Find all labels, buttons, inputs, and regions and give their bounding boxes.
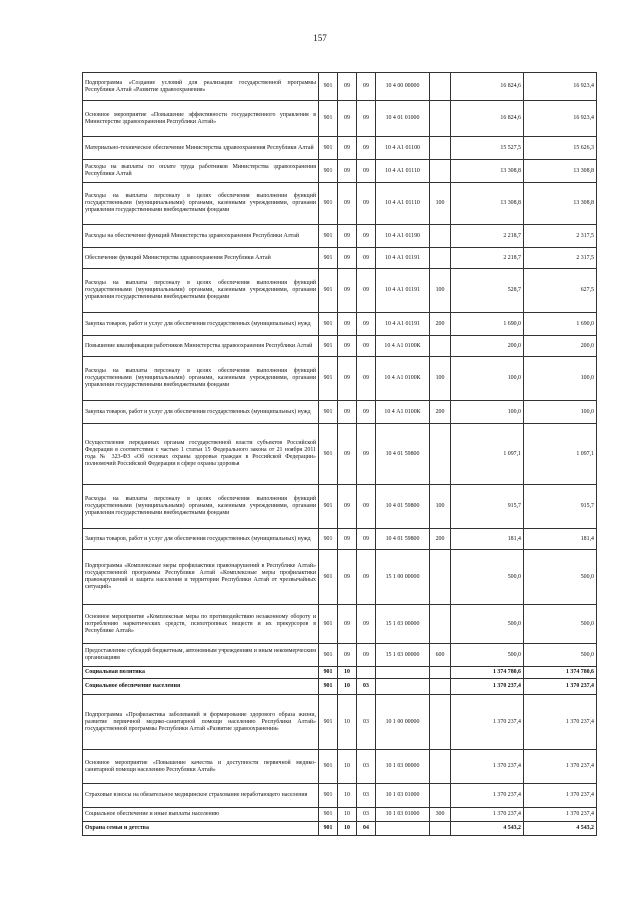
admin-code-cell: 901 <box>319 401 338 424</box>
amount-year2-cell: 4 543,2 <box>524 822 597 836</box>
expense-type-cell <box>430 424 451 485</box>
target-article-cell: 10 4 00 00000 <box>376 73 430 101</box>
amount-year2-cell: 100,0 <box>524 401 597 424</box>
target-article-cell: 10 4 А1 01100 <box>376 137 430 160</box>
target-article-cell: 10 4 01 01000 <box>376 101 430 137</box>
amount-year2-cell: 915,7 <box>524 485 597 529</box>
table-row <box>83 73 597 101</box>
budget-table <box>82 72 597 836</box>
expense-type-cell <box>430 225 451 248</box>
admin-code-cell: 901 <box>319 313 338 336</box>
amount-year2-cell: 181,4 <box>524 529 597 550</box>
row-name-cell: Основное мероприятие «Повышение эффективности государственного управления в Министерстве здравоохранения Республики Алтай» <box>83 101 319 137</box>
expense-type-cell <box>430 667 451 679</box>
section-code-cell: 09 <box>338 73 357 101</box>
section-code-cell: 09 <box>338 313 357 336</box>
amount-year1-cell: 915,7 <box>451 485 524 529</box>
amount-year1-cell: 16 824,6 <box>451 101 524 137</box>
table-row <box>83 605 597 644</box>
subsection-code-cell: 09 <box>357 357 376 401</box>
amount-year1-cell: 200,0 <box>451 336 524 357</box>
section-code-cell: 09 <box>338 248 357 269</box>
subsection-code-cell: 09 <box>357 336 376 357</box>
page-number: 157 <box>313 33 327 43</box>
amount-year1-cell: 2 218,7 <box>451 248 524 269</box>
admin-code-cell: 901 <box>319 336 338 357</box>
section-code-cell: 09 <box>338 225 357 248</box>
admin-code-cell: 901 <box>319 269 338 313</box>
target-article-cell: 10 4 01 59800 <box>376 485 430 529</box>
section-code-cell: 09 <box>338 401 357 424</box>
table-row <box>83 679 597 695</box>
expense-type-cell <box>430 137 451 160</box>
table-row <box>83 269 597 313</box>
admin-code-cell: 901 <box>319 248 338 269</box>
target-article-cell: 10 1 00 00000 <box>376 695 430 750</box>
amount-year1-cell: 13 308,8 <box>451 160 524 183</box>
table-row <box>83 401 597 424</box>
section-code-cell: 10 <box>338 695 357 750</box>
row-name-cell: Социальное обеспечение населения <box>83 679 319 695</box>
admin-code-cell: 901 <box>319 808 338 822</box>
amount-year2-cell: 500,0 <box>524 644 597 667</box>
expense-type-cell <box>430 679 451 695</box>
expense-type-cell <box>430 695 451 750</box>
admin-code-cell: 901 <box>319 101 338 137</box>
table-row <box>83 160 597 183</box>
amount-year1-cell: 1 370 237,4 <box>451 808 524 822</box>
expense-type-cell: 300 <box>430 808 451 822</box>
row-name-cell: Социальная политика <box>83 667 319 679</box>
amount-year1-cell: 500,0 <box>451 605 524 644</box>
amount-year2-cell: 500,0 <box>524 605 597 644</box>
expense-type-cell <box>430 101 451 137</box>
amount-year2-cell: 2 317,5 <box>524 248 597 269</box>
expense-type-cell: 100 <box>430 485 451 529</box>
amount-year1-cell: 1 690,0 <box>451 313 524 336</box>
row-name-cell: Повышение квалификации работников Министерства здравоохранения Республики Алтай <box>83 336 319 357</box>
target-article-cell: 10 4 А1 01191 <box>376 248 430 269</box>
subsection-code-cell: 09 <box>357 550 376 605</box>
amount-year1-cell: 500,0 <box>451 644 524 667</box>
table-row <box>83 750 597 784</box>
admin-code-cell: 901 <box>319 357 338 401</box>
table-row <box>83 695 597 750</box>
table-row <box>83 336 597 357</box>
table-row <box>83 644 597 667</box>
admin-code-cell: 901 <box>319 137 338 160</box>
subsection-code-cell: 09 <box>357 605 376 644</box>
table-row <box>83 248 597 269</box>
amount-year1-cell: 181,4 <box>451 529 524 550</box>
row-name-cell: Расходы на обеспечение функций Министерства здравоохранения Республики Алтай <box>83 225 319 248</box>
subsection-code-cell: 09 <box>357 644 376 667</box>
amount-year2-cell: 1 097,1 <box>524 424 597 485</box>
subsection-code-cell: 09 <box>357 160 376 183</box>
section-code-cell: 09 <box>338 336 357 357</box>
table-row <box>83 424 597 485</box>
section-code-cell: 09 <box>338 101 357 137</box>
expense-type-cell <box>430 550 451 605</box>
section-code-cell: 09 <box>338 424 357 485</box>
admin-code-cell: 901 <box>319 160 338 183</box>
amount-year1-cell: 1 374 780,6 <box>451 667 524 679</box>
row-name-cell: Расходы на выплаты персоналу в целях обеспечения выполнения функций государственными (муниципальными) органами, казенными учреждениями, органами управления государственными внебюджетными фондами <box>83 357 319 401</box>
target-article-cell <box>376 667 430 679</box>
amount-year2-cell: 16 923,4 <box>524 101 597 137</box>
table-row <box>83 784 597 808</box>
target-article-cell: 10 4 А1 0100К <box>376 357 430 401</box>
row-name-cell: Закупка товаров, работ и услуг для обеспечения государственных (муниципальных) нужд <box>83 313 319 336</box>
subsection-code-cell: 03 <box>357 679 376 695</box>
admin-code-cell: 901 <box>319 424 338 485</box>
expense-type-cell: 200 <box>430 401 451 424</box>
subsection-code-cell: 03 <box>357 808 376 822</box>
table-row <box>83 225 597 248</box>
table-row <box>83 550 597 605</box>
admin-code-cell: 901 <box>319 225 338 248</box>
expense-type-cell <box>430 784 451 808</box>
amount-year1-cell: 500,0 <box>451 550 524 605</box>
table-row <box>83 313 597 336</box>
section-code-cell: 10 <box>338 750 357 784</box>
target-article-cell <box>376 679 430 695</box>
row-name-cell: Основное мероприятие «Повышение качества и доступности первичной медико-санитарной помощи населению Республики Алтай» <box>83 750 319 784</box>
row-name-cell: Основное мероприятие «Комплексные меры по противодействию незаконному обороту и потреблению наркотических средств, психотропных веществ и их прекурсоров в Республике Алтай» <box>83 605 319 644</box>
amount-year1-cell: 4 543,2 <box>451 822 524 836</box>
amount-year2-cell: 16 923,4 <box>524 73 597 101</box>
expense-type-cell <box>430 160 451 183</box>
amount-year1-cell: 1 370 237,4 <box>451 784 524 808</box>
admin-code-cell: 901 <box>319 667 338 679</box>
subsection-code-cell: 04 <box>357 822 376 836</box>
amount-year2-cell: 2 317,5 <box>524 225 597 248</box>
expense-type-cell: 100 <box>430 183 451 225</box>
admin-code-cell: 901 <box>319 183 338 225</box>
section-code-cell: 09 <box>338 269 357 313</box>
admin-code-cell: 901 <box>319 750 338 784</box>
table-row <box>83 357 597 401</box>
section-code-cell: 10 <box>338 784 357 808</box>
subsection-code-cell: 09 <box>357 313 376 336</box>
subsection-code-cell <box>357 667 376 679</box>
amount-year2-cell: 15 626,3 <box>524 137 597 160</box>
table-row <box>83 808 597 822</box>
subsection-code-cell: 03 <box>357 695 376 750</box>
subsection-code-cell: 09 <box>357 225 376 248</box>
amount-year1-cell: 1 097,1 <box>451 424 524 485</box>
amount-year1-cell: 528,7 <box>451 269 524 313</box>
amount-year1-cell: 13 308,8 <box>451 183 524 225</box>
row-name-cell: Осуществление переданных органам государственной власти субъектов Российской Федерации в соответствии с частью 1 статьи 15 Федерального закона от 21 ноября 2011 года № 323-ФЗ «Об основах охраны здоровья граждан в Российской Федерации» полномочий Российской Федерации в сфере охраны здоровья <box>83 424 319 485</box>
section-code-cell: 10 <box>338 667 357 679</box>
amount-year2-cell: 1 370 237,4 <box>524 808 597 822</box>
expense-type-cell: 200 <box>430 529 451 550</box>
row-name-cell: Охрана семьи и детства <box>83 822 319 836</box>
target-article-cell: 10 4 А1 0100К <box>376 401 430 424</box>
amount-year2-cell: 1 370 237,4 <box>524 750 597 784</box>
target-article-cell: 10 4 А1 01190 <box>376 225 430 248</box>
row-name-cell: Обеспечение функций Министерства здравоохранения Республики Алтай <box>83 248 319 269</box>
row-name-cell: Расходы на выплаты по оплате труда работников Министерства здравоохранения Республики Алтай <box>83 160 319 183</box>
amount-year1-cell: 1 370 237,4 <box>451 679 524 695</box>
subsection-code-cell: 09 <box>357 529 376 550</box>
target-article-cell: 10 4 А1 01110 <box>376 160 430 183</box>
amount-year1-cell: 2 218,7 <box>451 225 524 248</box>
row-name-cell: Страховые взносы на обязательное медицинское страхование неработающего населения <box>83 784 319 808</box>
expense-type-cell: 600 <box>430 644 451 667</box>
target-article-cell: 15 1 00 00000 <box>376 550 430 605</box>
admin-code-cell: 901 <box>319 73 338 101</box>
target-article-cell: 10 1 03 01000 <box>376 808 430 822</box>
subsection-code-cell: 03 <box>357 750 376 784</box>
amount-year2-cell: 627,5 <box>524 269 597 313</box>
amount-year1-cell: 15 527,5 <box>451 137 524 160</box>
amount-year1-cell: 100,0 <box>451 357 524 401</box>
section-code-cell: 09 <box>338 529 357 550</box>
admin-code-cell: 901 <box>319 784 338 808</box>
admin-code-cell: 901 <box>319 679 338 695</box>
admin-code-cell: 901 <box>319 822 338 836</box>
section-code-cell: 10 <box>338 808 357 822</box>
subsection-code-cell: 09 <box>357 73 376 101</box>
target-article-cell: 10 4 А1 01110 <box>376 183 430 225</box>
target-article-cell: 10 4 01 59800 <box>376 529 430 550</box>
row-name-cell: Социальное обеспечение и иные выплаты населению <box>83 808 319 822</box>
subsection-code-cell: 09 <box>357 101 376 137</box>
section-code-cell: 09 <box>338 357 357 401</box>
row-name-cell: Расходы на выплаты персоналу в целях обеспечения выполнения функций государственными (муниципальными) органами, казенными учреждениями, органами управления государственными внебюджетными фондами <box>83 269 319 313</box>
subsection-code-cell: 09 <box>357 401 376 424</box>
row-name-cell: Закупка товаров, работ и услуг для обеспечения государственных (муниципальных) нужд <box>83 529 319 550</box>
row-name-cell: Подпрограмма «Комплексные меры профилактики правонарушений в Республике Алтай» государственной программы Республики Алтай «Комплексные меры профилактики правонарушений и защита населения и территории Республики Алтай от чрезвычайных ситуаций» <box>83 550 319 605</box>
target-article-cell: 10 1 03 01000 <box>376 784 430 808</box>
amount-year1-cell: 1 370 237,4 <box>451 695 524 750</box>
target-article-cell: 15 1 03 00000 <box>376 605 430 644</box>
subsection-code-cell: 09 <box>357 485 376 529</box>
table-row <box>83 183 597 225</box>
amount-year2-cell: 200,0 <box>524 336 597 357</box>
table-row <box>83 101 597 137</box>
section-code-cell: 09 <box>338 160 357 183</box>
target-article-cell: 10 1 03 00000 <box>376 750 430 784</box>
row-name-cell: Закупка товаров, работ и услуг для обеспечения государственных (муниципальных) нужд <box>83 401 319 424</box>
amount-year2-cell: 13 308,8 <box>524 160 597 183</box>
target-article-cell: 10 4 01 59800 <box>376 424 430 485</box>
table-row <box>83 137 597 160</box>
section-code-cell: 09 <box>338 644 357 667</box>
target-article-cell: 15 1 03 00000 <box>376 644 430 667</box>
expense-type-cell: 100 <box>430 357 451 401</box>
expense-type-cell <box>430 750 451 784</box>
admin-code-cell: 901 <box>319 605 338 644</box>
amount-year1-cell: 100,0 <box>451 401 524 424</box>
amount-year2-cell: 1 370 237,4 <box>524 679 597 695</box>
target-article-cell <box>376 822 430 836</box>
target-article-cell: 10 4 А1 01191 <box>376 313 430 336</box>
section-code-cell: 09 <box>338 137 357 160</box>
amount-year1-cell: 16 824,6 <box>451 73 524 101</box>
subsection-code-cell: 09 <box>357 248 376 269</box>
expense-type-cell: 200 <box>430 313 451 336</box>
admin-code-cell: 901 <box>319 550 338 605</box>
amount-year1-cell: 1 370 237,4 <box>451 750 524 784</box>
admin-code-cell: 901 <box>319 695 338 750</box>
amount-year2-cell: 1 374 780,6 <box>524 667 597 679</box>
admin-code-cell: 901 <box>319 644 338 667</box>
row-name-cell: Расходы на выплаты персоналу в целях обеспечения выполнения функций государственными (муниципальными) органами, казенными учреждениями, органами управления государственными внебюджетными фондами <box>83 183 319 225</box>
subsection-code-cell: 09 <box>357 424 376 485</box>
amount-year2-cell: 1 370 237,4 <box>524 784 597 808</box>
target-article-cell: 10 4 А1 0100К <box>376 336 430 357</box>
subsection-code-cell: 03 <box>357 784 376 808</box>
section-code-cell: 09 <box>338 550 357 605</box>
expense-type-cell <box>430 605 451 644</box>
subsection-code-cell: 09 <box>357 137 376 160</box>
row-name-cell: Расходы на выплаты персоналу в целях обеспечения выполнения функций государственными (муниципальными) органами, казенными учреждениями, органами управления государственными внебюджетными фондами <box>83 485 319 529</box>
amount-year2-cell: 1 690,0 <box>524 313 597 336</box>
amount-year2-cell: 500,0 <box>524 550 597 605</box>
amount-year2-cell: 13 308,8 <box>524 183 597 225</box>
expense-type-cell <box>430 248 451 269</box>
table-row <box>83 485 597 529</box>
row-name-cell: Материально-техническое обеспечение Министерства здравоохранения Республики Алтай <box>83 137 319 160</box>
expense-type-cell: 100 <box>430 269 451 313</box>
section-code-cell: 09 <box>338 605 357 644</box>
target-article-cell: 10 4 А1 01191 <box>376 269 430 313</box>
section-code-cell: 10 <box>338 679 357 695</box>
table-row <box>83 822 597 836</box>
subsection-code-cell: 09 <box>357 183 376 225</box>
table-row <box>83 667 597 679</box>
section-code-cell: 09 <box>338 485 357 529</box>
amount-year2-cell: 1 370 237,4 <box>524 695 597 750</box>
admin-code-cell: 901 <box>319 529 338 550</box>
subsection-code-cell: 09 <box>357 269 376 313</box>
expense-type-cell <box>430 336 451 357</box>
section-code-cell: 10 <box>338 822 357 836</box>
row-name-cell: Предоставление субсидий бюджетным, автономным учреждениям и иным некоммерческим организациям <box>83 644 319 667</box>
section-code-cell: 09 <box>338 183 357 225</box>
row-name-cell: Подпрограмма «Создание условий для реализации государственной программы Республики Алтай «Развитие здравоохранения» <box>83 73 319 101</box>
row-name-cell: Подпрограмма «Профилактика заболеваний и формирование здорового образа жизни, развитие первичной медико-санитарной помощи населению Республики Алтай» государственной программы Республики Алтай «Развитие здравоохранения» <box>83 695 319 750</box>
amount-year2-cell: 100,0 <box>524 357 597 401</box>
expense-type-cell <box>430 822 451 836</box>
table-row <box>83 529 597 550</box>
expense-type-cell <box>430 73 451 101</box>
admin-code-cell: 901 <box>319 485 338 529</box>
